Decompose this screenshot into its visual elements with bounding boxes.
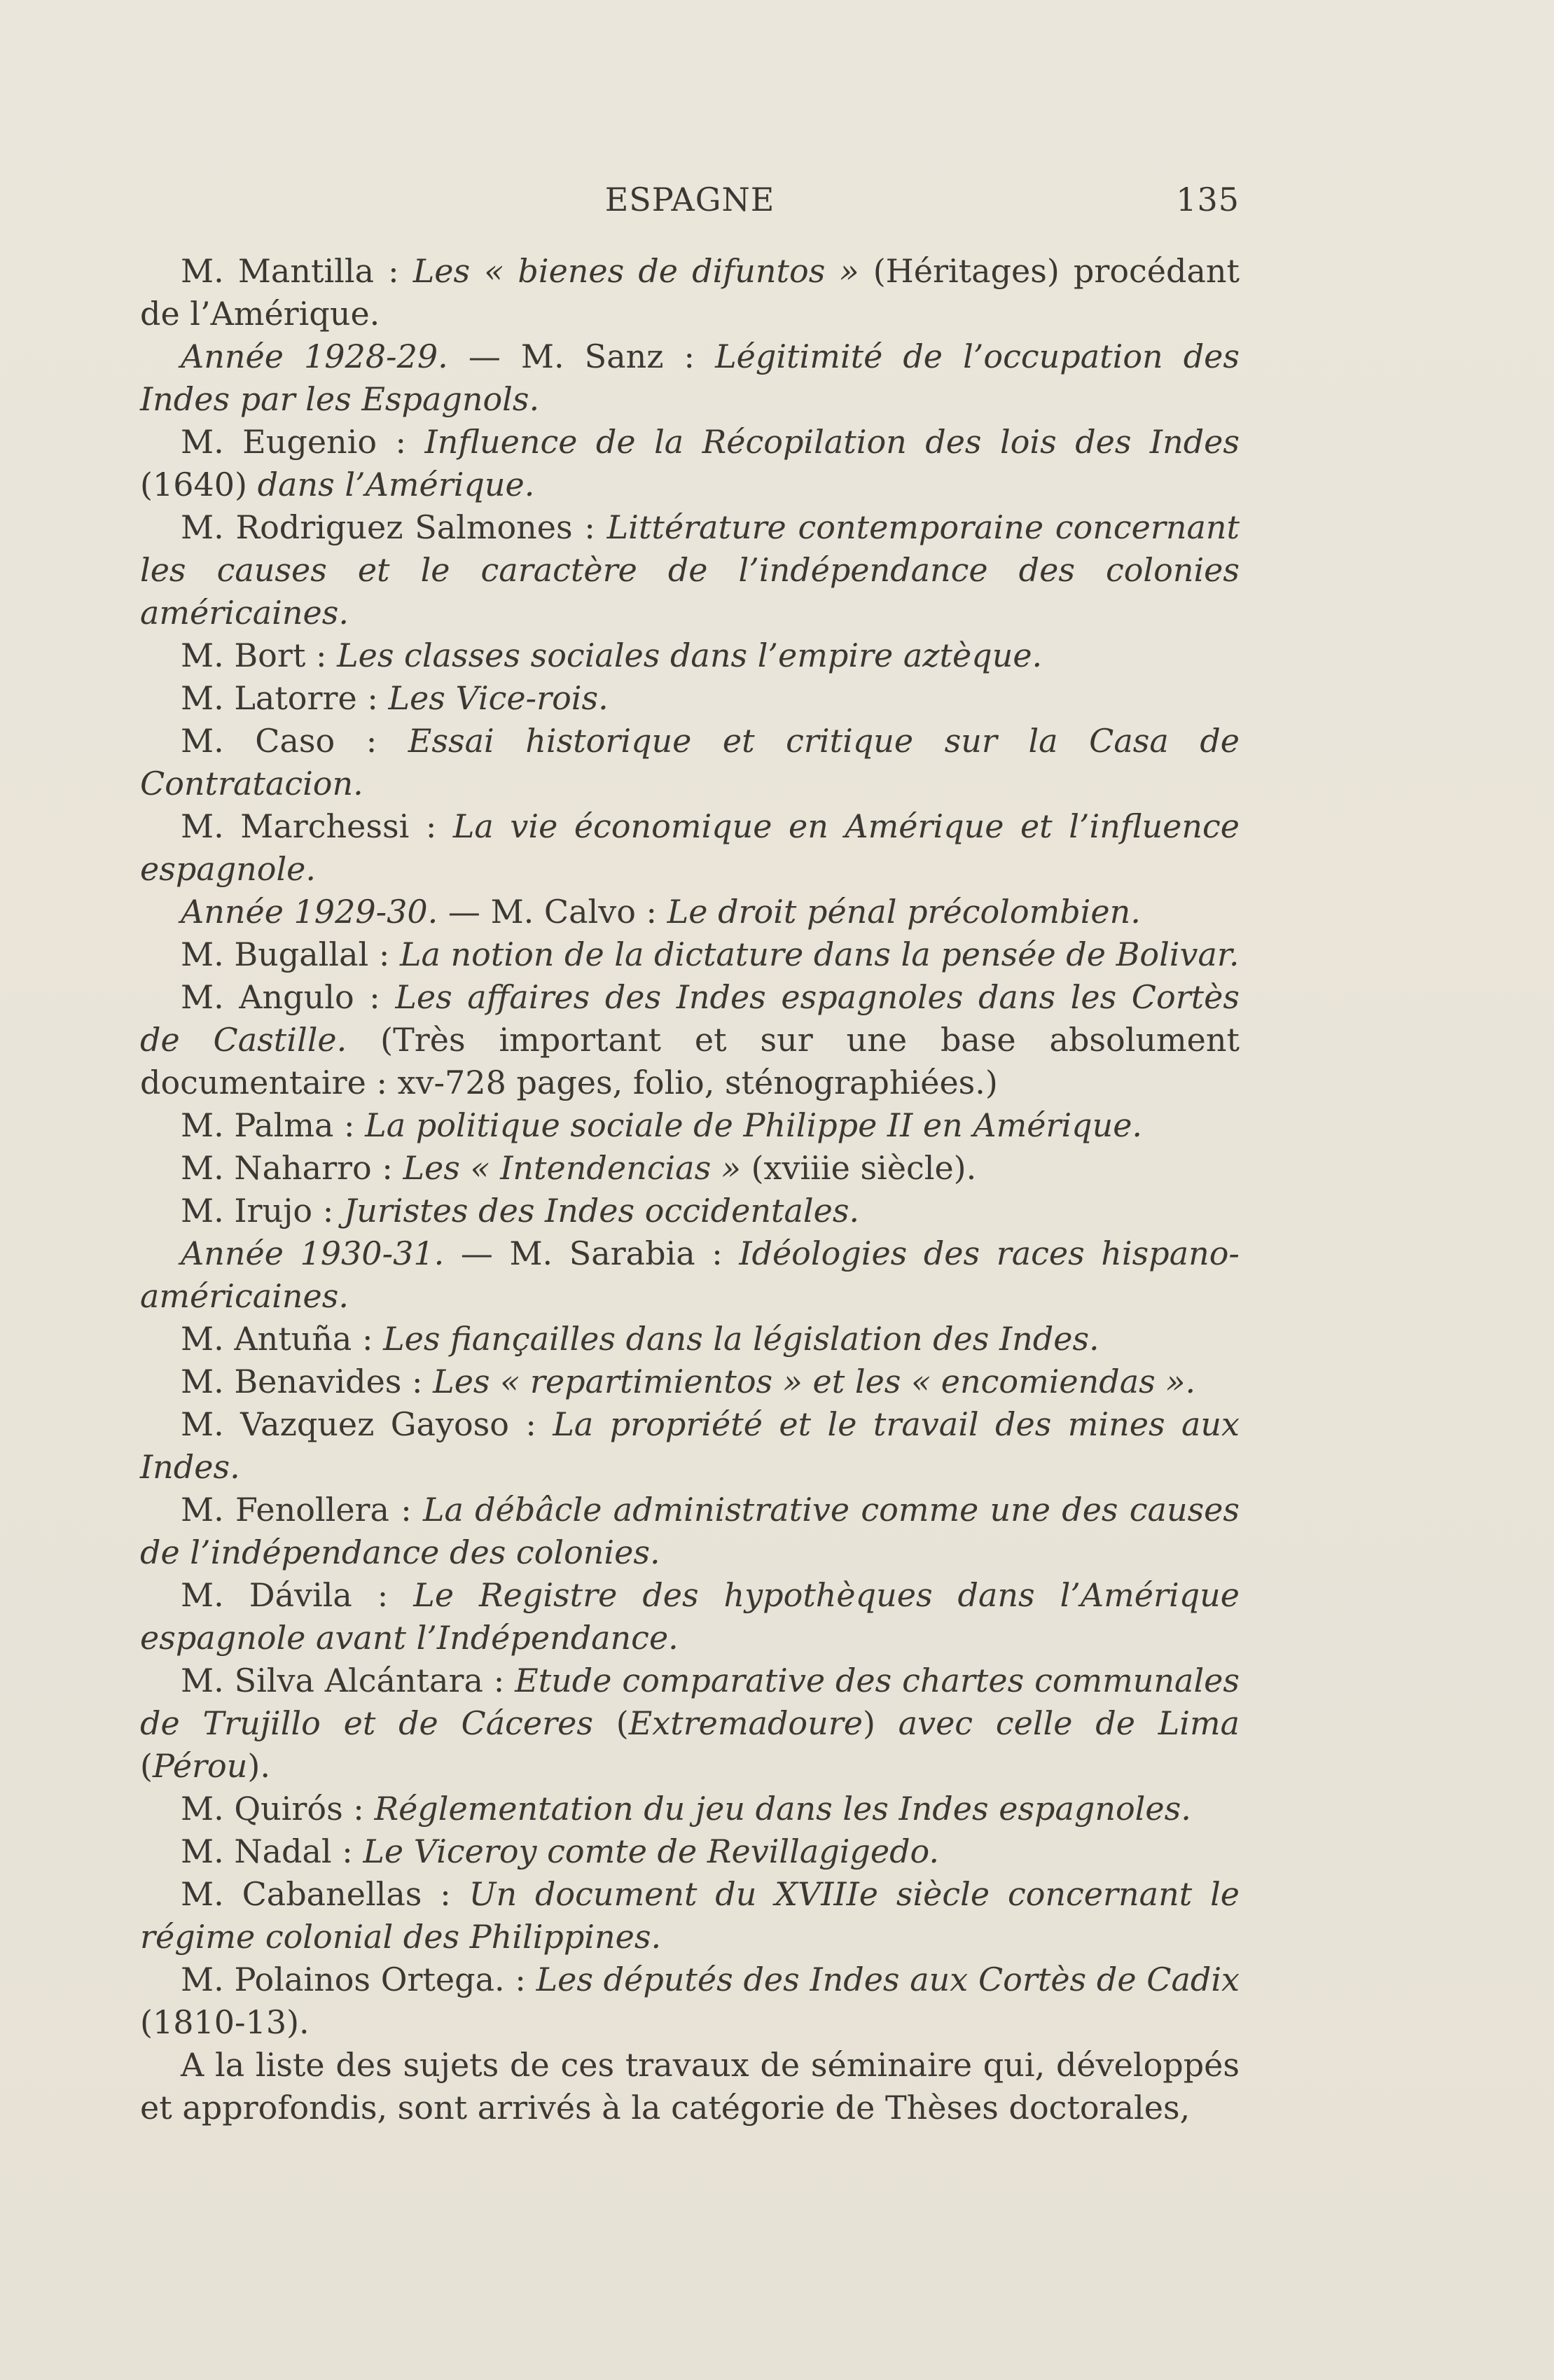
entry-title: La vie économique en Amérique et l’influence espagnole. [140,807,1240,888]
entry-note: (Très important et sur une base absolument documentaire : xv-728 pages, folio, sténographiées.) [140,1021,1240,1101]
entry-title: Etude comparative des chartes communales de Trujillo et de Cáceres [140,1662,1240,1742]
entry-note: ( [140,1747,153,1785]
entry-author: M. Bort : [181,636,338,674]
list-item [140,1104,1240,1147]
entry-title: Les « bienes de difuntos » [412,252,859,290]
list-item [140,1659,1240,1788]
list-item [140,1147,1240,1190]
list-item [140,1190,1240,1232]
list-item [140,1403,1240,1489]
list-item [140,1489,1240,1574]
entry-author: M. Benavides : [181,1363,433,1400]
list-item [140,506,1240,634]
entry-author: M. Nadal : [181,1832,363,1870]
year-first-entry: Année 1928-29. — M. Sanz : Légitimité de l’occupation des Indes par les Espagnols. [140,337,1240,418]
entry-title: Les classes sociales dans l’empire aztèque. [337,636,1043,674]
list-item [140,720,1240,805]
year-first-entry: Année 1929-30. — M. Calvo : Le droit pénal précolombien. [181,893,1141,931]
entry-note: (1640) [140,466,258,503]
closing-paragraph: A la liste des sujets de ces travaux de séminaire qui, développés et approfondis, sont arrivés à la catégorie de Thèses doctorales, [140,2046,1240,2127]
year-first-entry: Année 1930-31. — M. Sarabia : Idéologies des races hispano-américaines. [140,1234,1240,1315]
entry-title-cont: Pérou [152,1747,248,1785]
list-item [140,1788,1240,1830]
entry-note: (Héritages) procédant de l’Amérique. [140,252,1240,333]
entry-title-cont: Extremadoure [628,1704,863,1742]
entry-title: Les affaires des Indes espagnoles dans les Cortès de Castille. [140,978,1240,1059]
year-section-1928-29 [140,335,1240,891]
entry-title: Essai historique et critique sur la Casa de Contratacion. [140,722,1240,802]
list-item [140,976,1240,1104]
entry-author: M. Marchessi : [181,807,453,845]
entry-title: Les Vice-rois. [388,679,609,717]
running-head: ESPAGNE [604,181,775,218]
entry-title: Légitimité de l’occupation des Indes par les Espagnols. [140,337,1240,418]
list-item [140,805,1240,891]
entry-title-cont: avec celle de Lima [898,1704,1240,1742]
year-label: Année 1930-31. [181,1234,445,1272]
body-text [140,250,1240,2129]
list-item [140,421,1240,506]
entry-note: (1810-13). [140,2003,310,2041]
entry-author: M. Fenollera : [181,1491,423,1529]
entry-author: M. Sarabia : [509,1234,740,1272]
entry-title: Le droit pénal précolombien. [667,893,1141,931]
entry-author: M. Polainos Ortega. : [181,1961,536,1998]
page-header [140,181,1240,223]
entry-author: M. Bugallal : [181,935,400,973]
entry-title: Les fiançailles dans la législation des Indes. [383,1320,1099,1358]
entry-title: La politique sociale de Philippe II en Amérique. [365,1106,1143,1144]
entry-title: Les députés des Indes aux Cortès de Cadix [536,1961,1240,1998]
list-item [140,1318,1240,1361]
entry-title: La notion de la dictature dans la pensée de Bolivar. [399,935,1240,973]
page-number: 135 [1176,181,1240,218]
list-item [140,1873,1240,1958]
entry-note: ). [247,1747,270,1785]
year-label: Année 1928-29. [181,337,448,375]
entry-title: Un document du XVIIIe siècle concernant le régime colonial des Philippines. [140,1875,1240,1956]
entry-title: Réglementation du jeu dans les Indes espagnoles. [374,1790,1191,1828]
list-item [140,1361,1240,1403]
list-item [140,634,1240,677]
entry-author: M. Calvo : [490,893,667,931]
entry-title: Les « repartimientos » et les « encomiendas ». [433,1363,1196,1400]
entry-author: M. Rodriguez Salmones : [181,508,607,546]
entry-author: M. Cabanellas : [181,1875,469,1913]
entry-author: M. Latorre : [181,679,389,717]
entry-author: M. Antuña : [181,1320,384,1358]
entry-note: ( [592,1704,629,1742]
entry-title: Influence de la Récopilation des lois des Indes [424,423,1240,461]
list-item [140,1574,1240,1659]
entry-author: M. Silva Alcántara : [181,1662,515,1699]
entry-title: Le Registre des hypothèques dans l’Amérique espagnole avant l’Indépendance. [140,1576,1240,1657]
entry-author: M. Sanz : [520,337,716,375]
entry-author: M. Dávila : [181,1576,414,1614]
year-section-1929-30 [140,891,1240,1232]
entry-author: M. Angulo : [181,978,396,1016]
entry-note: (xviiie siècle). [740,1149,977,1187]
entry-author: M. Caso : [181,722,408,760]
list-item [140,1958,1240,2044]
year-label: Année 1929-30. [181,893,438,931]
entry-title: La propriété et le travail des mines aux Indes. [140,1405,1240,1486]
entry-title-cont: dans l’Amérique. [257,466,535,503]
entry-author: M. Naharro : [181,1149,403,1187]
entry-title: La débâcle administrative comme une des causes de l’indépendance des colonies. [140,1491,1240,1571]
intro-entry [140,250,1240,335]
list-item [140,677,1240,720]
list-item [140,1830,1240,1873]
entry-author: M. Eugenio : [181,423,425,461]
entry-author: M. Vazquez Gayoso : [181,1405,553,1443]
year-section-1930-31 [140,1232,1240,2044]
entry-author: M. Quirós : [181,1790,375,1828]
list-item [140,933,1240,976]
entry-title: Idéologies des races hispano-américaines. [140,1234,1240,1315]
entry-note: ) [862,1704,899,1742]
entry-title: Le Viceroy comte de Revillagigedo. [363,1832,940,1870]
entry-author: M. Irujo : [181,1192,344,1230]
entry-title: Littérature contemporaine concernant les causes et le caractère de l’indépendance des colonies américaines. [140,508,1240,632]
entry-title: Juristes des Indes occidentales. [343,1192,860,1230]
entry-author: M. Palma : [181,1106,366,1144]
entry-title: Les « Intendencias » [403,1149,741,1187]
entry-author: M. Mantilla : [181,252,413,290]
